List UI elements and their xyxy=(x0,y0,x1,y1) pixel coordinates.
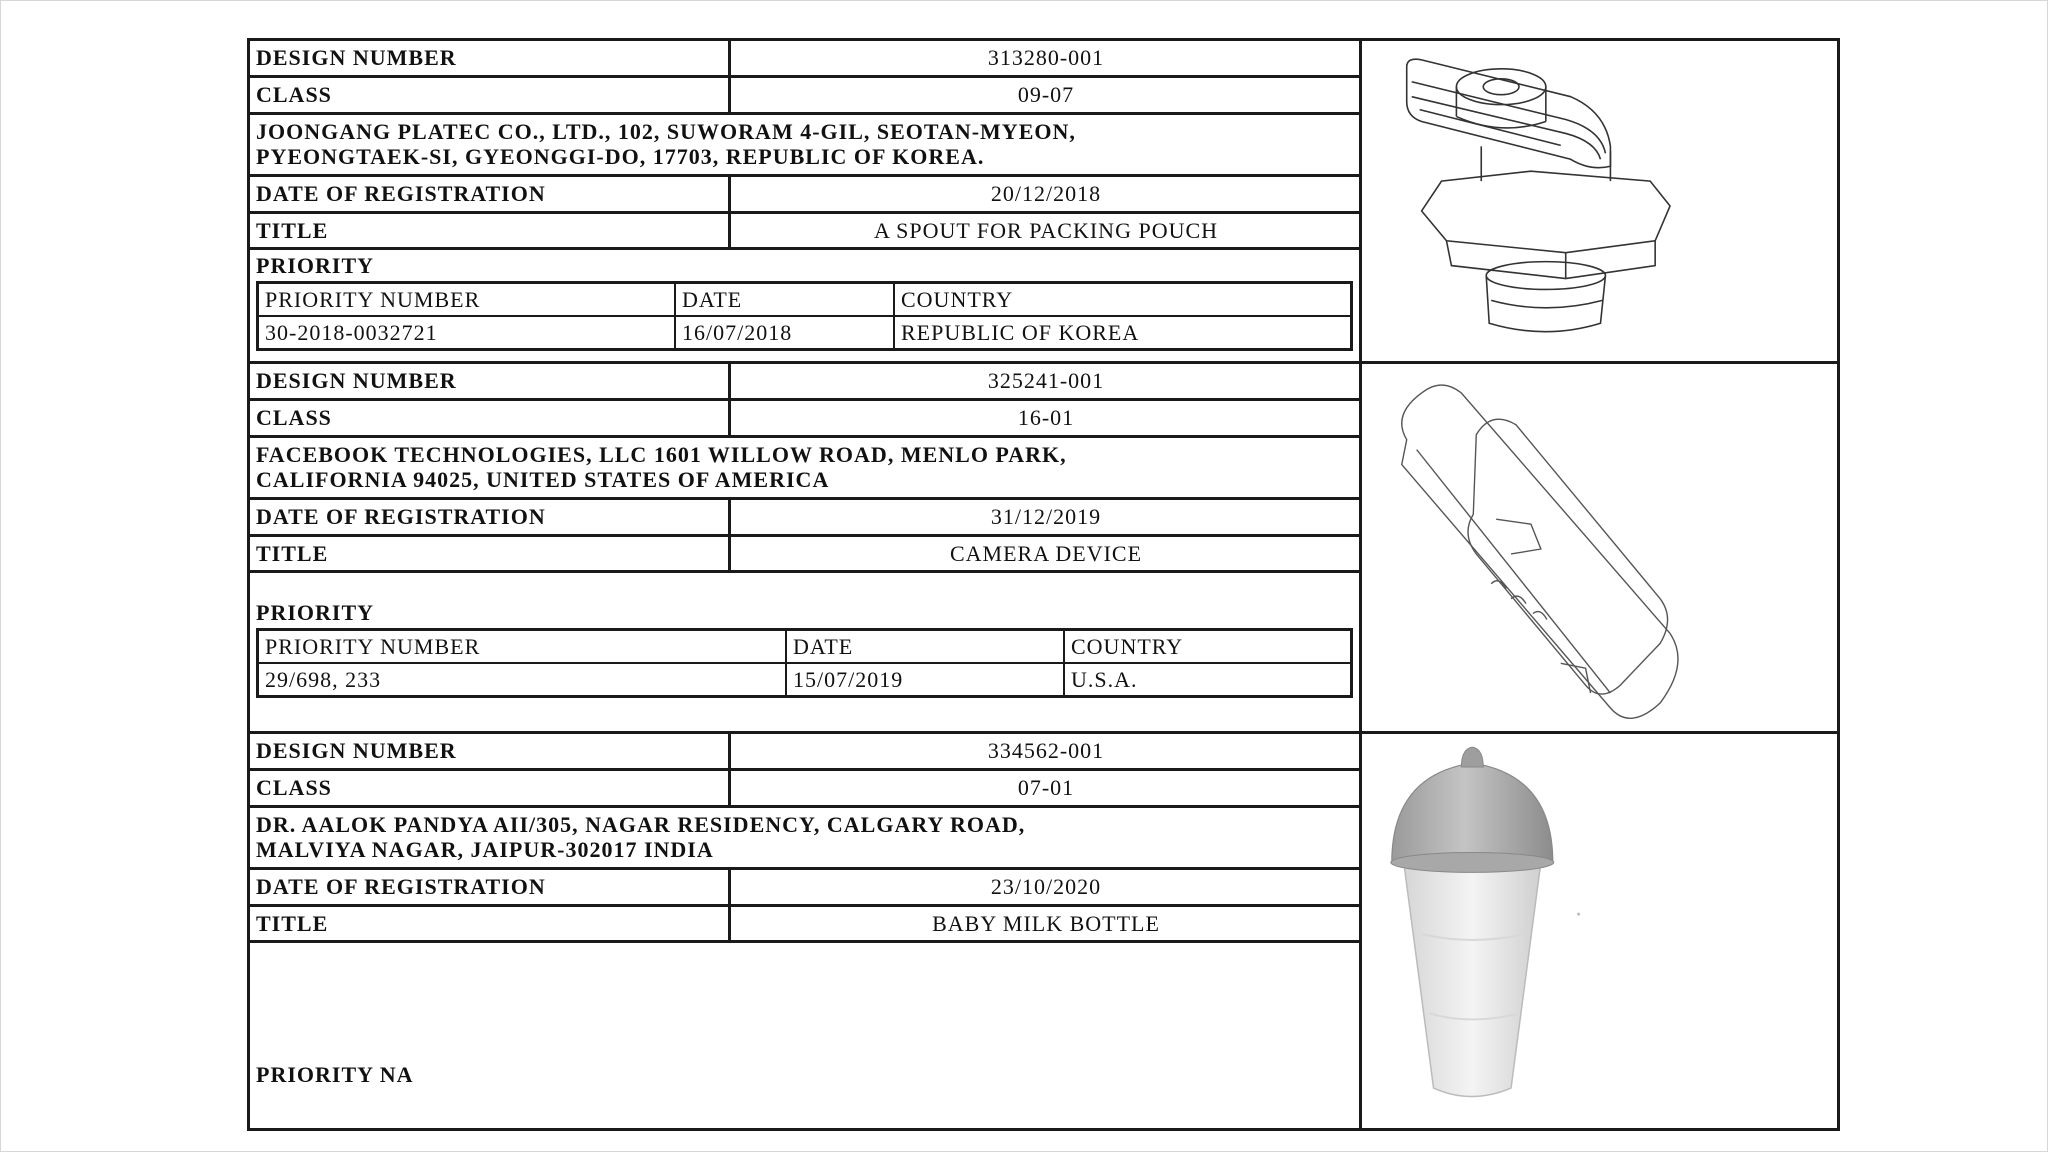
registration-date-value: 31/12/2019 xyxy=(728,500,1361,534)
design-number-label: DESIGN NUMBER xyxy=(256,738,457,763)
priority-table xyxy=(256,281,1353,351)
registration-date-row xyxy=(250,870,1361,907)
registration-date-value: 20/12/2018 xyxy=(728,177,1361,211)
design-image-cell xyxy=(1359,364,1837,734)
design-number-value: 313280-001 xyxy=(728,41,1361,75)
registration-date-row xyxy=(250,500,1361,537)
class-row xyxy=(250,771,1361,808)
priority-number-header: PRIORITY NUMBER xyxy=(258,283,676,317)
design-number-row xyxy=(250,41,1361,78)
class-value: 09-07 xyxy=(728,78,1361,112)
priority-heading: PRIORITY xyxy=(256,600,375,625)
spout-drawing-icon xyxy=(1362,41,1837,364)
design-number-row xyxy=(250,364,1361,401)
title-value: BABY MILK BOTTLE xyxy=(728,907,1361,940)
priority-heading: PRIORITY xyxy=(256,253,375,278)
title-label: TITLE xyxy=(256,217,329,243)
priority-header-row xyxy=(258,630,1352,664)
priority-date-header: DATE xyxy=(786,630,1064,664)
class-value: 16-01 xyxy=(728,401,1361,435)
proprietor-address: DR. AALOK PANDYA AII/305, NAGAR RESIDENCY, CALGARY ROAD, MALVIYA NAGAR, JAIPUR-302017 INDIA xyxy=(256,812,1026,862)
proprietor-row xyxy=(250,808,1361,870)
design-number-value: 334562-001 xyxy=(728,734,1361,768)
design-record-1 xyxy=(250,41,1837,364)
baby-bottle-photo-icon xyxy=(1362,734,1837,1128)
registration-date-label: DATE OF REGISTRATION xyxy=(256,181,546,206)
design-number-row xyxy=(250,734,1361,771)
priority-country-header: COUNTRY xyxy=(894,283,1352,317)
design-record-3 xyxy=(250,734,1837,1128)
camera-device-drawing-icon xyxy=(1362,364,1837,734)
priority-number-cell: 29/698, 233 xyxy=(258,663,787,697)
proprietor-row xyxy=(250,438,1361,500)
priority-data-row xyxy=(258,316,1352,350)
title-value: CAMERA DEVICE xyxy=(728,537,1361,570)
title-label: TITLE xyxy=(256,540,329,566)
priority-date-header: DATE xyxy=(675,283,894,317)
registration-date-row xyxy=(250,177,1361,214)
priority-date-cell: 15/07/2019 xyxy=(786,663,1064,697)
title-row xyxy=(250,214,1361,250)
priority-number-cell: 30-2018-0032721 xyxy=(258,316,676,350)
design-number-label: DESIGN NUMBER xyxy=(256,45,457,70)
title-value: A SPOUT FOR PACKING POUCH xyxy=(728,214,1361,247)
title-row xyxy=(250,907,1361,943)
class-value: 07-01 xyxy=(728,771,1361,805)
title-row xyxy=(250,537,1361,573)
priority-date-cell: 16/07/2018 xyxy=(675,316,894,350)
class-row xyxy=(250,78,1361,115)
class-label: CLASS xyxy=(256,82,332,107)
design-number-label: DESIGN NUMBER xyxy=(256,368,457,393)
design-image-cell xyxy=(1359,734,1837,1128)
priority-number-header: PRIORITY NUMBER xyxy=(258,630,787,664)
title-label: TITLE xyxy=(256,910,329,936)
registration-date-label: DATE OF REGISTRATION xyxy=(256,504,546,529)
registration-date-label: DATE OF REGISTRATION xyxy=(256,874,546,899)
priority-header-row xyxy=(258,283,1352,317)
priority-table xyxy=(256,628,1353,698)
priority-data-row xyxy=(258,663,1352,697)
design-registration-sheet xyxy=(247,38,1840,1131)
class-label: CLASS xyxy=(256,775,332,800)
registration-date-value: 23/10/2020 xyxy=(728,870,1361,904)
design-image-cell xyxy=(1359,41,1837,364)
priority-country-header: COUNTRY xyxy=(1064,630,1352,664)
proprietor-address: FACEBOOK TECHNOLOGIES, LLC 1601 WILLOW ROAD, MENLO PARK, CALIFORNIA 94025, UNITED STATES OF AMERICA xyxy=(256,442,1067,492)
priority-country-cell: REPUBLIC OF KOREA xyxy=(894,316,1352,350)
design-record-2 xyxy=(250,364,1837,734)
priority-na-text: PRIORITY NA xyxy=(256,1062,414,1087)
class-label: CLASS xyxy=(256,405,332,430)
proprietor-row xyxy=(250,115,1361,177)
class-row xyxy=(250,401,1361,438)
proprietor-address: JOONGANG PLATEC CO., LTD., 102, SUWORAM 4-GIL, SEOTAN-MYEON, PYEONGTAEK-SI, GYEONGGI-DO, 17703, REPUBLIC OF KOREA. xyxy=(256,119,1076,169)
design-number-value: 325241-001 xyxy=(728,364,1361,398)
priority-country-cell: U.S.A. xyxy=(1064,663,1352,697)
